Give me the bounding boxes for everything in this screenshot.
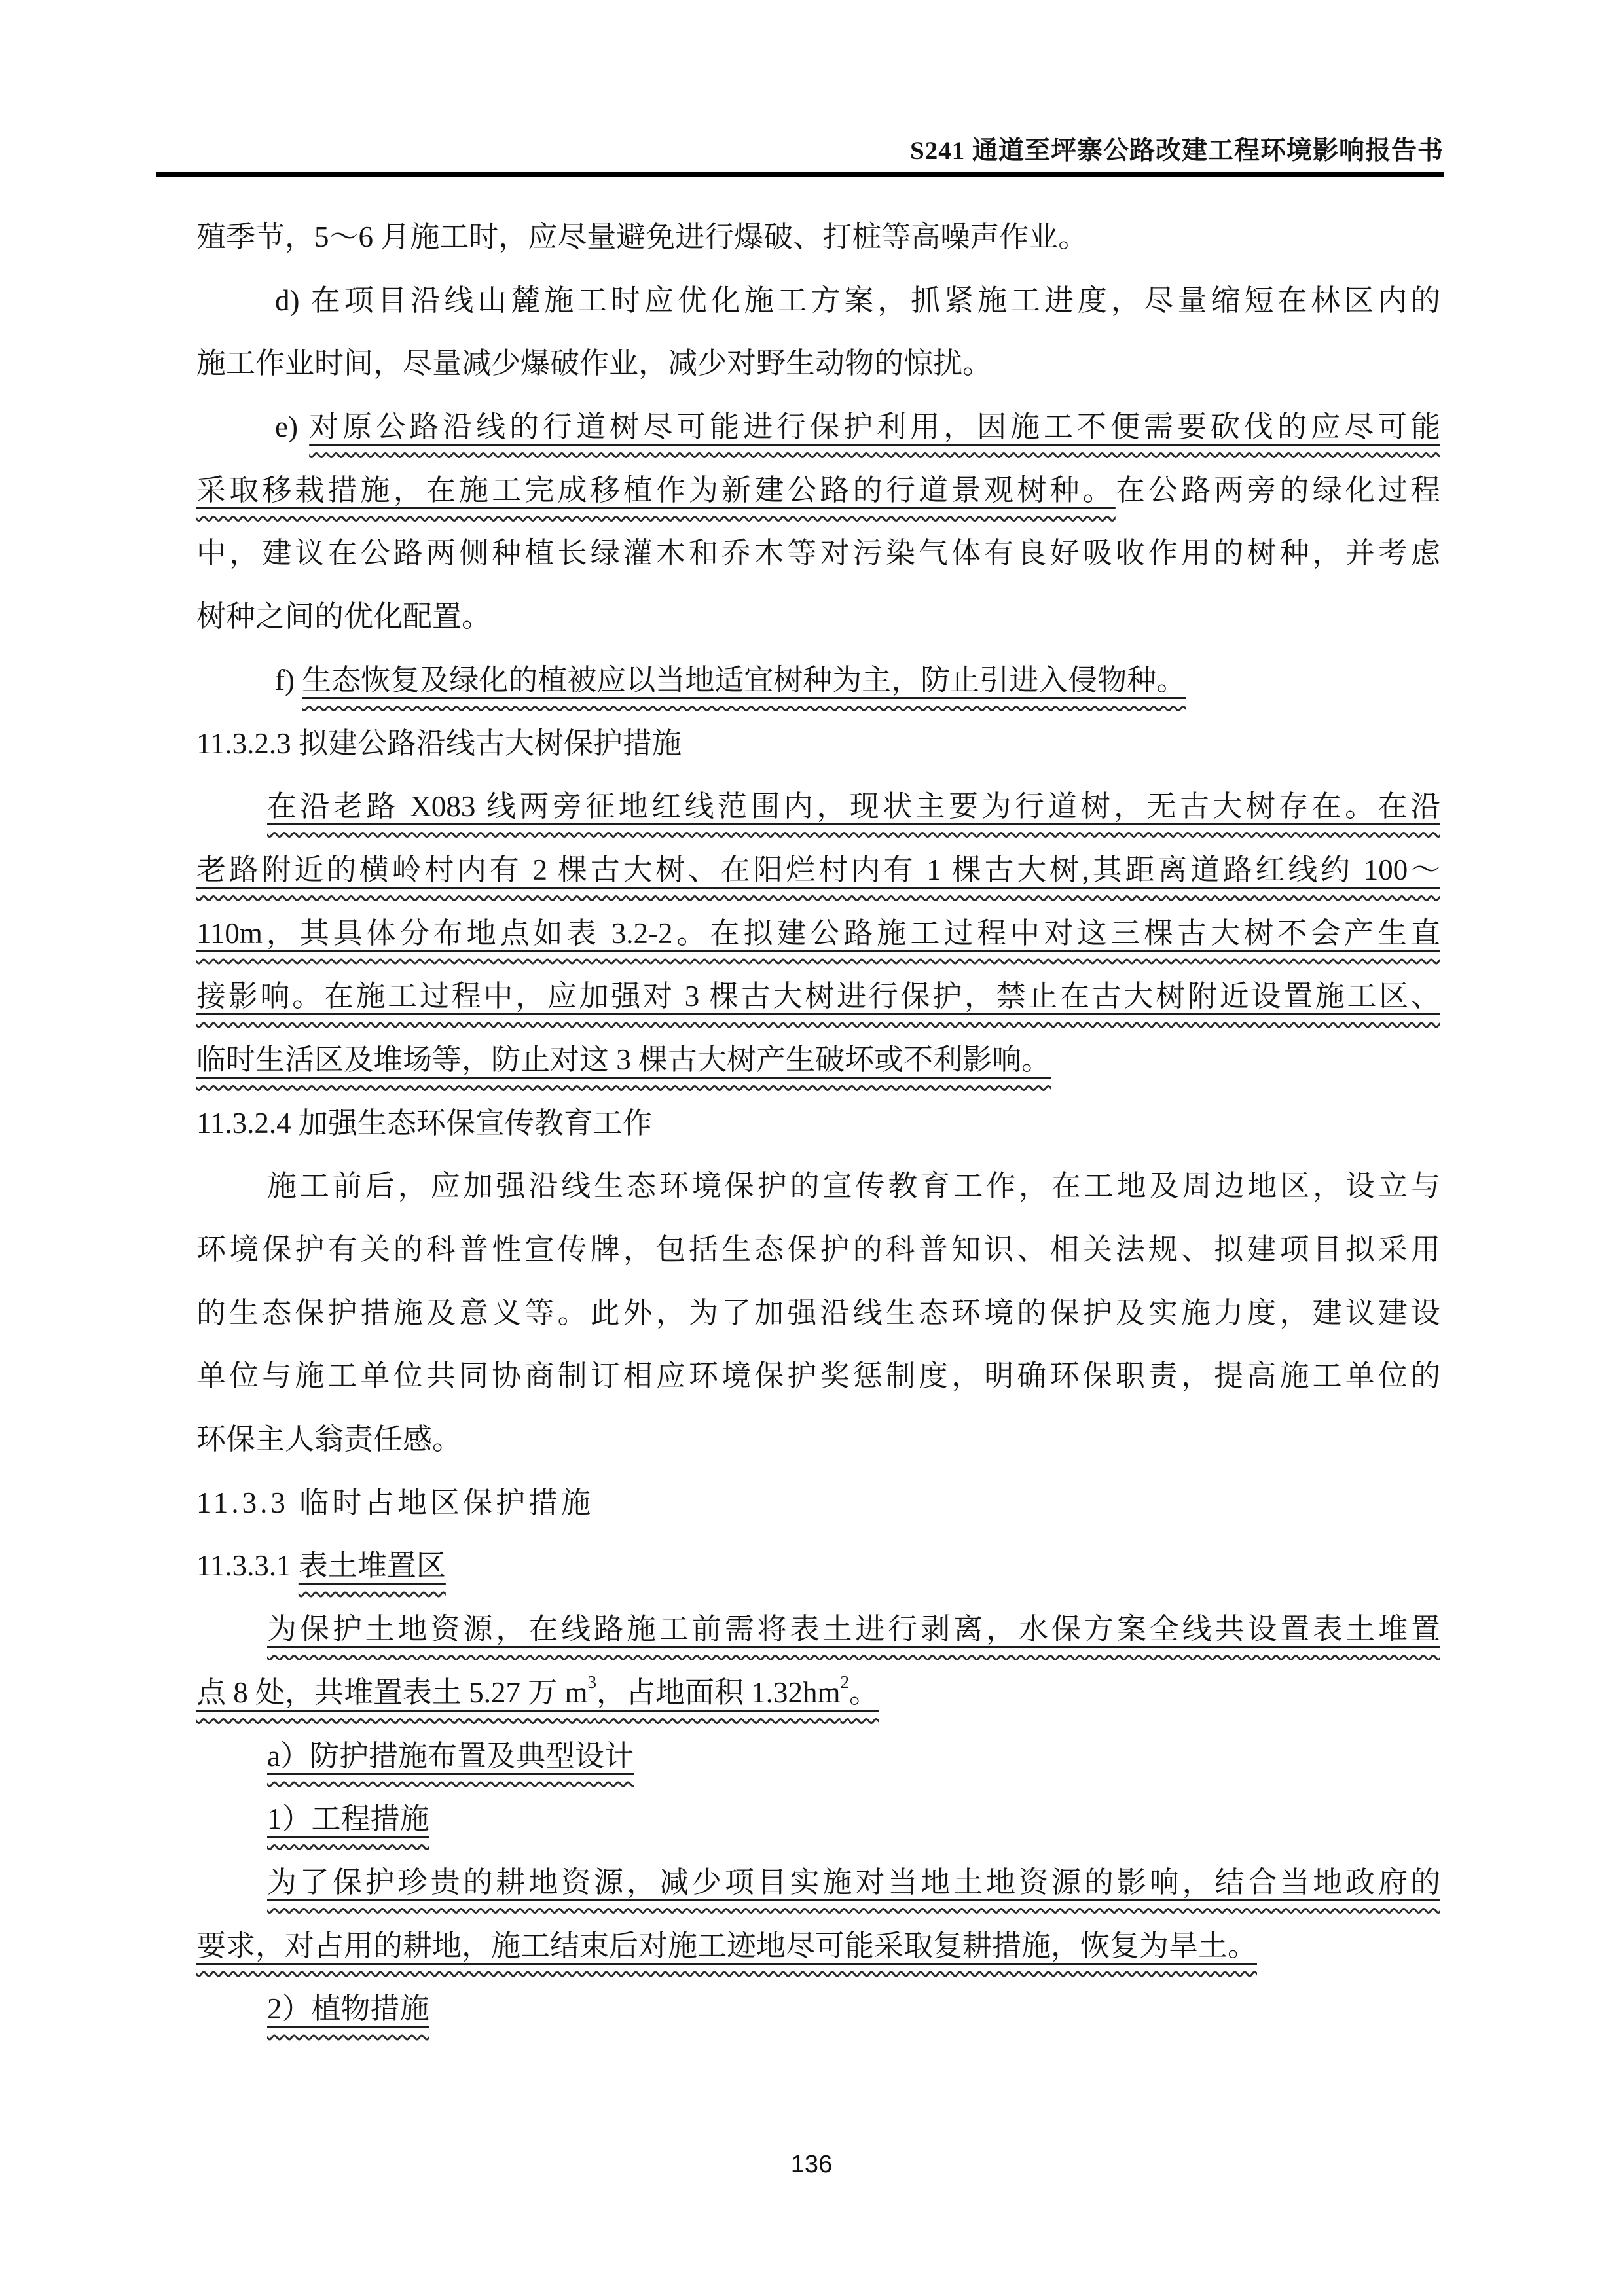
- page-number: 136: [790, 2151, 833, 2178]
- list-marker: e): [275, 410, 310, 444]
- revision-underlined-text: 生态恢复及绿化的植被应以当地适宜树种为主，防止引进入侵物种。: [302, 663, 1186, 696]
- plain-text: 在公路两旁的绿化过程: [1115, 473, 1440, 507]
- paragraph-line: [196, 1914, 1440, 1978]
- superscript-cubic: 3: [587, 1672, 597, 1692]
- revision-underlined-text: 采取移栽措施，在施工完成移植作为新建公路的行道景观树种。: [196, 473, 1116, 507]
- list-item-2: [196, 1977, 1440, 2041]
- revision-underlined-text: 为保护土地资源，在线路施工前需将表土进行剥离，水保方案全线共设置表土堆置: [267, 1613, 1440, 1646]
- revision-underlined-text: 为了保护珍贵的耕地资源，减少项目实施对当地土地资源的影响，结合当地政府的: [267, 1865, 1440, 1899]
- revision-underlined-text: 临时生活区及堆场等，防止对这 3 棵古大树产生破坏或不利影响。: [196, 1043, 1051, 1076]
- paragraph-line: [196, 838, 1440, 902]
- measure-text: 点 8 处，共堆置表土 5.27 万 m: [196, 1676, 588, 1709]
- paragraph-line: [196, 1661, 1440, 1725]
- page-header: [156, 135, 1444, 177]
- paragraph-line: 树种之间的优化配置。: [196, 600, 492, 634]
- paragraph-line: 施工前后，应加强沿线生态环境保护的宣传教育工作，在工地及周边地区，设立与: [267, 1170, 1440, 1203]
- paragraph-line: 的生态保护措施及意义等。此外，为了加强沿线生态环境的保护及实施力度，建议建设: [196, 1296, 1440, 1329]
- revision-underlined-text: [196, 1672, 879, 1709]
- paragraph-line: [196, 459, 1440, 522]
- revision-underlined-text: 1）工程措施: [267, 1803, 429, 1836]
- paragraph-line: [196, 965, 1440, 1028]
- list-item-d: d) 在项目沿线山麓施工时应优化施工方案，抓紧施工进度，尽量缩短在林区内的: [275, 283, 1440, 317]
- revision-underlined-text: 对原公路沿线的行道树尽可能进行保护利用，因施工不便需要砍伐的应尽可能: [309, 410, 1440, 444]
- revision-underlined-text: 老路附近的横岭村内有 2 棵古大树、在阳烂村内有 1 棵古大树,其距离道路红线约 100～: [196, 853, 1440, 886]
- revision-underlined-text: 接影响。在施工过程中，应加强对 3 棵古大树进行保护，禁止在古大树附近设置施工区、: [196, 980, 1440, 1013]
- revision-underlined-text: 在沿老路 X083 线两旁征地红线范围内，现状主要为行道树，无古大树存在。在沿: [267, 790, 1440, 823]
- revision-underlined-text: 表土堆置区: [298, 1549, 446, 1583]
- paragraph-line: 环境保护有关的科普性宣传牌，包括生态保护的科普知识、相关法规、拟建项目拟采用: [196, 1233, 1440, 1266]
- heading-number: 11.3.3.1: [196, 1549, 299, 1583]
- section-heading-11-3-2-3: 11.3.2.3 拟建公路沿线古大树保护措施: [196, 726, 682, 760]
- revision-underlined-text: 110m，其具体分布地点如表 3.2-2。在拟建公路施工过程中对这三棵古大树不会产生直: [196, 916, 1440, 950]
- list-item-f: [196, 649, 1440, 712]
- paragraph-line: [196, 775, 1440, 838]
- header-title: S241 通道至坪寨公路改建工程环境影响报告书: [910, 137, 1444, 165]
- list-item-a: [196, 1725, 1440, 1788]
- list-marker: f): [275, 663, 302, 696]
- paragraph-line: 单位与施工单位共同协商制订相应环境保护奖惩制度，明确环保职责，提高施工单位的: [196, 1359, 1440, 1393]
- paragraph-line: 环保主人翁责任感。: [196, 1423, 462, 1456]
- paragraph-line: [196, 1028, 1440, 1092]
- measure-text: 。: [849, 1676, 879, 1709]
- paragraph-line: 殖季节，5～6 月施工时，应尽量避免进行爆破、打桩等高噪声作业。: [196, 221, 1088, 253]
- section-heading-11-3-3-1: [196, 1534, 1440, 1598]
- paragraph-line: [196, 1851, 1440, 1914]
- list-item-e: [196, 395, 1440, 459]
- revision-underlined-text: 要求，对占用的耕地，施工结束后对施工迹地尽可能采取复耕措施，恢复为旱土。: [196, 1929, 1258, 1962]
- paragraph-line: [196, 1598, 1440, 1661]
- superscript-square: 2: [840, 1672, 850, 1692]
- section-heading-11-3-2-4: 11.3.2.4 加强生态环保宣传教育工作: [196, 1106, 652, 1139]
- measure-text: ，占地面积 1.32hm: [596, 1676, 841, 1709]
- section-heading-11-3-3: 11.3.3 临时占地区保护措施: [196, 1486, 594, 1519]
- paragraph-line: [196, 902, 1440, 965]
- revision-underlined-text: 2）植物措施: [267, 1992, 429, 2026]
- paragraph-line: 中，建议在公路两侧种植长绿灌木和乔木等对污染气体有良好吸收作用的树种，并考虑: [196, 537, 1440, 570]
- page-footer: [0, 2151, 1623, 2179]
- document-body: [196, 206, 1440, 2041]
- paragraph-line: 施工作业时间，尽量减少爆破作业，减少对野生动物的惊扰。: [196, 347, 993, 380]
- revision-underlined-text: a）防护措施布置及典型设计: [267, 1739, 634, 1772]
- list-item-1: [196, 1787, 1440, 1851]
